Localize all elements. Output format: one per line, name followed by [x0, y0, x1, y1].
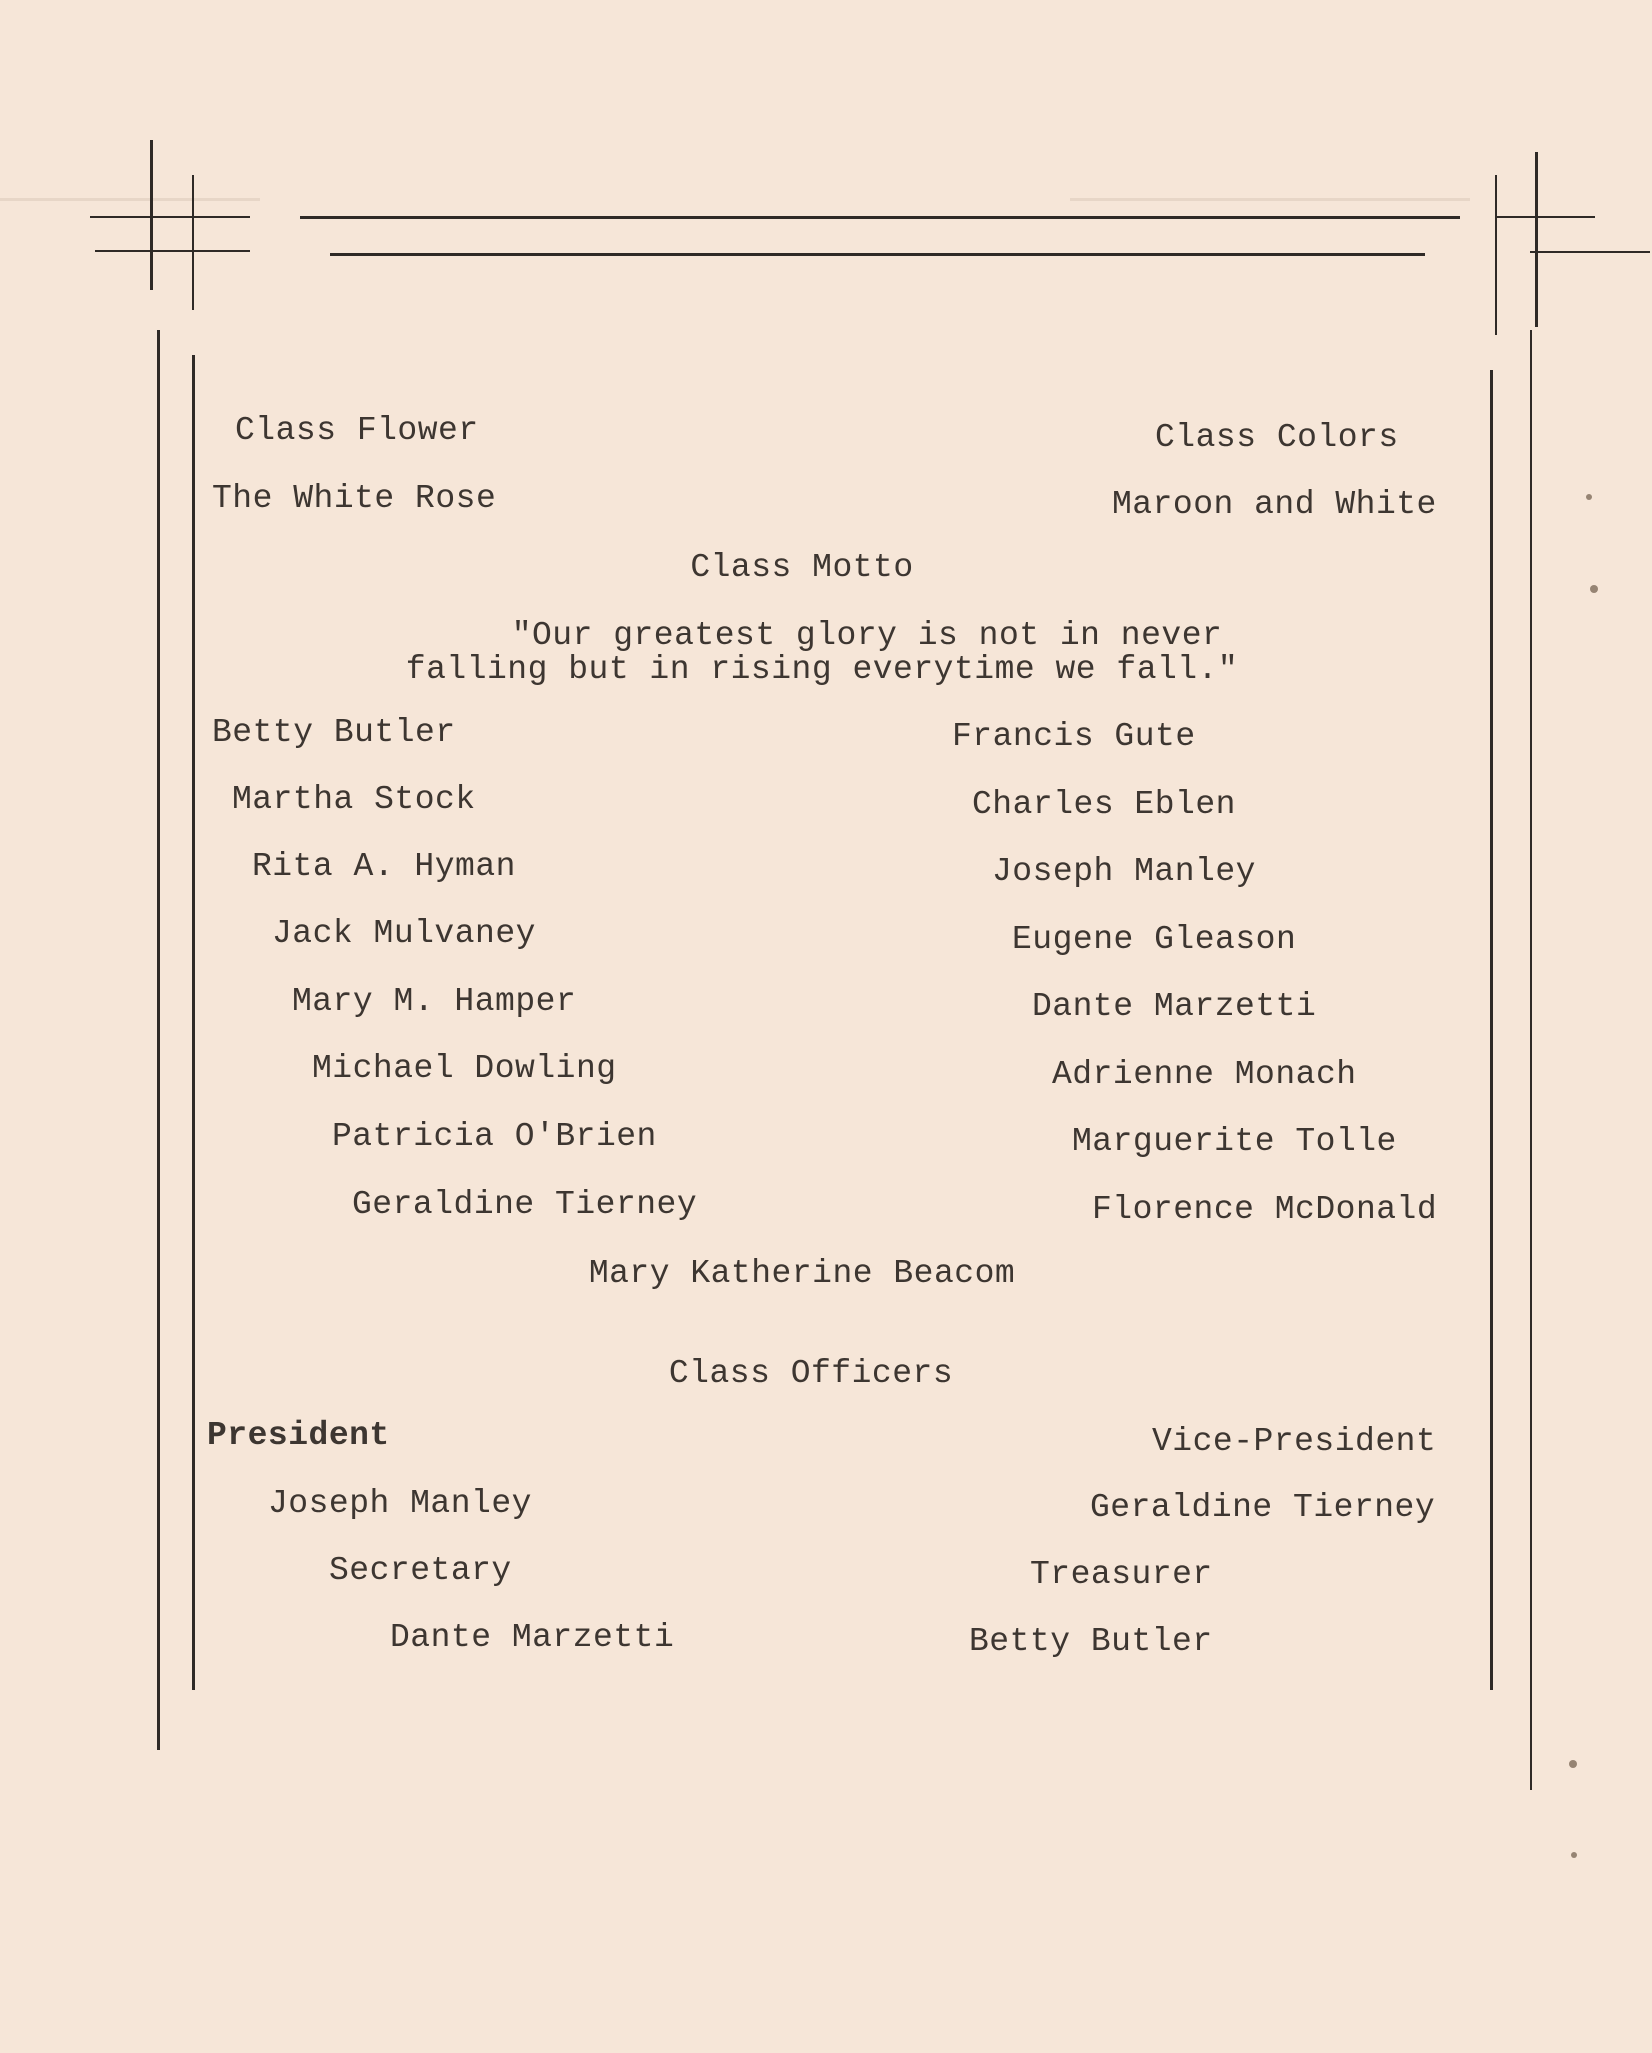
border-right-outer-lower	[1490, 370, 1493, 1690]
member-center: Mary Katherine Beacom	[588, 1255, 1016, 1292]
border-left-inner	[192, 175, 194, 310]
class-flower-value: The White Rose	[212, 480, 497, 517]
border-left-inner-lower	[192, 355, 195, 1690]
border-top-left-stub	[90, 216, 250, 218]
border-top-left-stub-2	[95, 250, 250, 252]
show-through-rule	[1070, 198, 1470, 201]
border-left-outer-lower	[157, 330, 160, 1750]
member-right: Francis Gute	[952, 718, 1196, 755]
member-left: Rita A. Hyman	[252, 848, 516, 885]
class-flower-heading: Class Flower	[235, 412, 479, 449]
border-right-outer	[1535, 152, 1538, 327]
paper-spot	[1571, 1852, 1577, 1858]
member-left: Betty Butler	[212, 714, 456, 751]
border-top-rule-inner	[330, 253, 1425, 256]
border-top-right-stub-2	[1530, 251, 1650, 253]
member-right: Marguerite Tolle	[1072, 1123, 1397, 1160]
member-left: Mary M. Hamper	[292, 983, 577, 1020]
president-name: Joseph Manley	[268, 1485, 532, 1522]
paper-spot	[1586, 494, 1592, 500]
paper-spot	[1590, 585, 1598, 593]
border-top-right-stub	[1495, 216, 1595, 218]
border-right-inner-lower	[1530, 330, 1532, 1790]
class-colors-heading: Class Colors	[1155, 419, 1399, 456]
member-left: Michael Dowling	[312, 1050, 617, 1087]
member-left: Jack Mulvaney	[272, 915, 536, 952]
member-left: Patricia O'Brien	[332, 1118, 657, 1155]
vice-president-name: Geraldine Tierney	[1090, 1489, 1436, 1526]
class-motto-heading: Class Motto	[690, 549, 914, 586]
class-motto-line-1: "Our greatest glory is not in never	[511, 617, 1223, 654]
secretary-title: Secretary	[329, 1552, 512, 1589]
treasurer-name: Betty Butler	[969, 1623, 1213, 1660]
class-colors-value: Maroon and White	[1112, 486, 1437, 523]
paper-spot	[1569, 1760, 1577, 1768]
border-right-inner	[1495, 175, 1497, 335]
border-top-rule	[300, 216, 1460, 219]
member-right: Joseph Manley	[992, 853, 1256, 890]
member-right: Adrienne Monach	[1052, 1056, 1357, 1093]
secretary-name: Dante Marzetti	[390, 1619, 675, 1656]
member-right: Charles Eblen	[972, 786, 1236, 823]
vice-president-title: Vice-President	[1152, 1423, 1437, 1460]
member-right: Dante Marzetti	[1032, 988, 1317, 1025]
member-left: Geraldine Tierney	[352, 1186, 698, 1223]
member-left: Martha Stock	[232, 781, 476, 818]
border-left-outer	[150, 140, 153, 290]
member-right: Eugene Gleason	[1012, 921, 1297, 958]
treasurer-title: Treasurer	[1030, 1556, 1213, 1593]
class-officers-heading: Class Officers	[668, 1355, 954, 1392]
president-title: President	[207, 1417, 390, 1454]
show-through-rule	[0, 198, 260, 201]
member-right: Florence McDonald	[1092, 1191, 1438, 1228]
class-motto-line-2: falling but in rising everytime we fall."	[405, 651, 1239, 688]
